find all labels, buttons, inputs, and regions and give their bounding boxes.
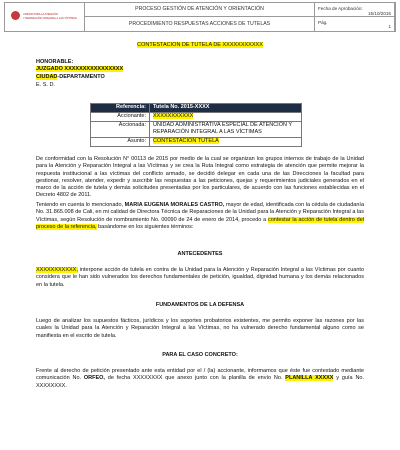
accionante-label: Accionante: xyxy=(91,113,150,122)
juzgado-row xyxy=(36,66,123,73)
paragraph-antecedentes xyxy=(36,267,364,289)
header-divider xyxy=(85,16,314,17)
asunto-value: CONTESTACION TUTELA xyxy=(153,137,219,144)
page-value: 1 xyxy=(388,24,391,29)
p2-body: mayor de edad, identificada con la cédula de ciudadanía No. 31.865.008 de Cali, en mi calidad de Directora Técnica de Reparaciones de la Unidad para la Atención y Reparación Integral a las Víctimas, según Resolución de nombramiento No. 00090 de 24 de enero de 2014, procedo a xyxy=(36,202,365,223)
p5-body: de fecha XXXXXXXX que anexo junto con la planilla de envío No. xyxy=(104,375,286,382)
asunto-label: Asunto: xyxy=(91,137,150,146)
asunto-cell xyxy=(150,137,302,146)
reference-row xyxy=(91,104,302,113)
esd-line: E. S. D. xyxy=(36,82,55,88)
institution-logo xyxy=(5,3,85,31)
reference-label: Referencia: xyxy=(91,104,150,113)
procedure-title: PROCEDIMIENTO RESPUESTAS ACCIONES DE TUTELAS xyxy=(128,21,271,27)
asunto-row xyxy=(91,137,302,146)
accionante-cell xyxy=(150,113,302,122)
orfeo-number: ORFEO, xyxy=(83,375,105,382)
planilla-number: PLANILLA XXXXX xyxy=(285,375,334,382)
header-meta xyxy=(315,3,395,31)
document-header-table xyxy=(4,2,396,32)
process-title: PROCESO GESTIÓN DE ATENCIÓN Y ORIENTACIÓN xyxy=(135,6,264,12)
p5-intro: Frente al derecho de petición presentado ante esta entidad por el / (la) accionante, informamos que éste fue contestado mediante comunicación No. xyxy=(36,368,364,382)
accionada-label: Accionada: xyxy=(91,122,150,138)
representative-name: MARIA EUGENIA MORALES CASTRO, xyxy=(124,202,225,208)
paragraph-fundamentos: Luego de analizar los supuestos fácticos, jurídicos y los soportes probatorios existentes, me permito exponer las razones por las cuales la Unidad para la Atención y Reparación Integral a las Víctimas, no ha vulnerado derecho fundamental alguno como se manifiesta en el escrito de tutela. xyxy=(36,318,364,339)
accionante-row xyxy=(91,113,302,122)
page-label: Pág. xyxy=(318,20,328,25)
paragraph-caso xyxy=(36,368,364,390)
document-title-row xyxy=(0,42,400,49)
logo-line2: Y REPARACIÓN INTEGRAL A LAS VÍCTIMAS xyxy=(23,17,77,20)
accionada-row xyxy=(91,122,302,138)
header-titles xyxy=(85,3,315,31)
p2-intro: Teniendo en cuenta lo mencionado, xyxy=(36,202,125,208)
reference-value: Tutela No. 2015-XXXX xyxy=(150,104,302,113)
seal-icon xyxy=(11,11,20,20)
honorable-label: HONORABLE: xyxy=(36,59,74,65)
logo-line1: UNIDAD PARA LA ATENCIÓN xyxy=(23,13,58,16)
approval-value: 15/10/2015 xyxy=(368,11,391,16)
departamento-label: -DEPARTAMENTO xyxy=(57,74,105,80)
juzgado-name: JUZGADO XXXXXXXXXXXXXXXX xyxy=(36,66,124,72)
p3-body: interpone acción de tutela en contra de la Unidad para la Atención y Reparación Integral a las Víctimas por cuanto considera que le han sido vulnerados los derechos fundamentales de petición, igualdad, dignidad humana y los demás relacionados en la tutela. xyxy=(36,267,364,288)
p3-highlight: XXXXXXXXXXX, xyxy=(36,267,78,273)
p5-closing: y guía No. XXXXXXXX. xyxy=(36,375,364,389)
meta-divider xyxy=(315,16,394,17)
caso-heading: PARA EL CASO CONCRETO: xyxy=(162,352,238,358)
reference-table xyxy=(90,103,302,147)
ciudad-row xyxy=(36,74,105,81)
fundamentos-heading: FUNDAMENTOS DE LA DEFENSA xyxy=(155,302,245,308)
paragraph-resolucion: De conformidad con la Resolución N° 00113 de 2015 por medio de la cual se organizan los grupos internos de trabajo de la Unidad para la Atención y Reparación Integral a las Víctimas y se crea la Ruta Integral como estrategia de atención que permite mejorar la respuesta institucional a las víctimas del conflicto armado, se decidió delegar en cada una de las Direcciones la facultad para gestionar, resolver, atender, expedir y suscribir las respuestas a las peticiones, quejas y requerimientos judiciales generados en el marco de la acción de tutela y demás solicitudes presentadas por los particulares, de acuerdo con las funciones establecidas en el Decreto 4802 de 2011. xyxy=(36,156,364,199)
document-title: CONTESTACION DE TUTELA DE XXXXXXXXXXX xyxy=(137,42,263,48)
ciudad-label: CIUDAD xyxy=(36,74,58,80)
approval-label: Fecha de Aprobación: xyxy=(318,6,363,11)
accionante-value: XXXXXXXXXXX xyxy=(153,113,194,119)
paragraph-representante xyxy=(36,202,364,231)
antecedentes-heading: ANTECEDENTES xyxy=(177,251,223,257)
accionada-value: UNIDAD ADMINISTRATIVA ESPECIAL DE ATENCIÓN Y REPARACIÓN INTEGRAL A LAS VÍCTIMAS xyxy=(150,122,302,138)
p2-closing: basándome en los siguientes términos: xyxy=(96,223,194,230)
p2-highlight: contestar la acción de tutela dentro del proceso de la referencia, xyxy=(36,216,364,230)
